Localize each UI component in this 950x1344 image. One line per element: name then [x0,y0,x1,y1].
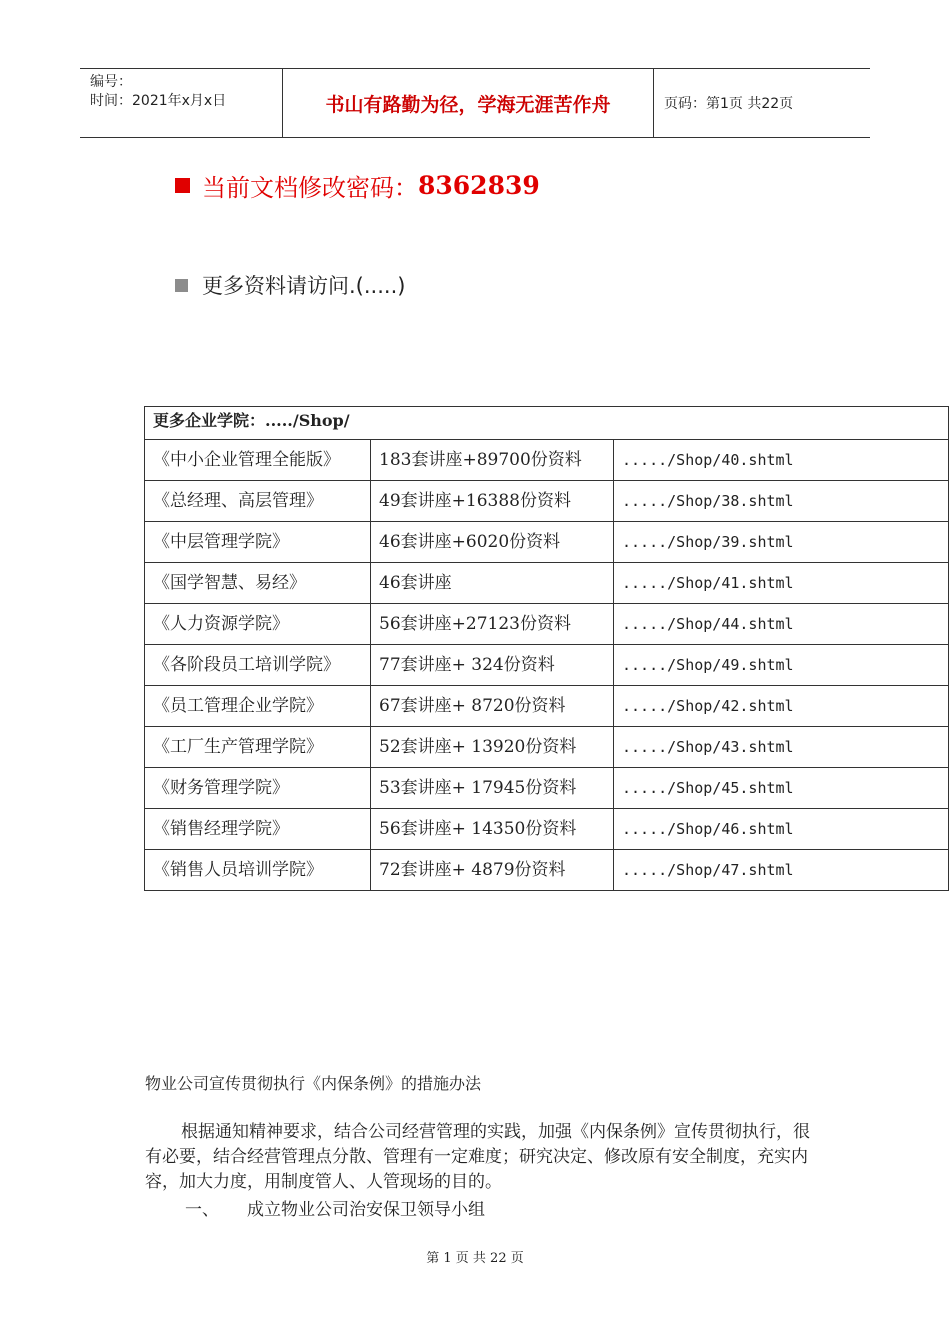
course-url: ...../Shop/42.shtml [614,686,949,727]
course-name: 《销售人员培训学院》 [145,850,371,891]
course-name: 《工厂生产管理学院》 [145,727,371,768]
section-item-number: 一、 [185,1200,219,1220]
course-desc: 183套讲座+89700份资料 [371,440,614,481]
course-name: 《销售经理学院》 [145,809,371,850]
table-row [145,645,949,686]
course-name: 《员工管理企业学院》 [145,686,371,727]
course-name: 《各阶段员工培训学院》 [145,645,371,686]
course-url: ...../Shop/45.shtml [614,768,949,809]
table-row [145,604,949,645]
course-desc: 72套讲座+ 4879份资料 [371,850,614,891]
doc-paragraph [145,1120,810,1195]
password-line [175,168,540,203]
more-info-line [175,270,405,300]
course-url: ...../Shop/43.shtml [614,727,949,768]
page-footer: 第 1 页 共 22 页 [426,1251,524,1266]
red-square-bullet-icon [175,178,190,193]
course-desc: 46套讲座 [371,563,614,604]
course-name: 《财务管理学院》 [145,768,371,809]
section-item-1 [185,1195,485,1220]
shop-table [144,406,949,891]
course-url: ...../Shop/44.shtml [614,604,949,645]
course-name: 《国学智慧、易经》 [145,563,371,604]
course-desc: 53套讲座+ 17945份资料 [371,768,614,809]
table-row [145,563,949,604]
course-url: ...../Shop/38.shtml [614,481,949,522]
table-heading-row [145,407,949,440]
table-heading: 更多企业学院：...../Shop/ [145,407,949,440]
table-row [145,440,949,481]
header-page-info: 页码：第1页 共22页 [664,96,794,112]
table-row [145,686,949,727]
time-label: 时间：2021年x月x日 [90,93,227,109]
page-header [80,68,870,138]
course-url: ...../Shop/39.shtml [614,522,949,563]
course-name: 《中小企业管理全能版》 [145,440,371,481]
table-row [145,481,949,522]
password-code: 8362839 [418,171,540,200]
course-name: 《人力资源学院》 [145,604,371,645]
table-row [145,522,949,563]
course-url: ...../Shop/40.shtml [614,440,949,481]
section-item-text: 成立物业公司治安保卫领导小组 [247,1200,485,1220]
course-name: 《中层管理学院》 [145,522,371,563]
course-url: ...../Shop/46.shtml [614,809,949,850]
course-name: 《总经理、高层管理》 [145,481,371,522]
more-info-text: 更多资料请访问.(.....) [202,274,406,298]
gray-square-bullet-icon [175,279,188,292]
course-url: ...../Shop/41.shtml [614,563,949,604]
number-label: 编号： [90,74,132,90]
table-row [145,809,949,850]
course-desc: 56套讲座+27123份资料 [371,604,614,645]
course-url: ...../Shop/47.shtml [614,850,949,891]
course-desc: 67套讲座+ 8720份资料 [371,686,614,727]
course-desc: 77套讲座+ 324份资料 [371,645,614,686]
table-row [145,768,949,809]
header-motto: 书山有路勤为径，学海无涯苦作舟 [283,69,654,137]
course-desc: 56套讲座+ 14350份资料 [371,809,614,850]
course-desc: 52套讲座+ 13920份资料 [371,727,614,768]
table-row [145,727,949,768]
doc-paragraph-text: 根据通知精神要求，结合公司经营管理的实践，加强《内保条例》宣传贯彻执行，很有必要，结合经营管理点分散、管理有一定难度；研究决定、修改原有安全制度，充实内容，加大力度，用制度管人、人管现场的目的。 [145,1122,810,1192]
header-meta [80,69,283,137]
course-desc: 49套讲座+16388份资料 [371,481,614,522]
table-row [145,850,949,891]
course-desc: 46套讲座+6020份资料 [371,522,614,563]
doc-title: 物业公司宣传贯彻执行《内保条例》的措施办法 [145,1074,482,1093]
course-url: ...../Shop/49.shtml [614,645,949,686]
password-label: 当前文档修改密码： [202,174,418,202]
